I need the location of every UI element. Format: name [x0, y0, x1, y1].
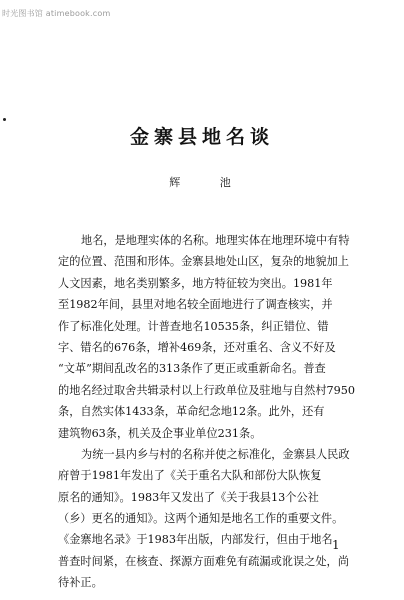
- body-line: 地名，是地理实体的名称。地理实体在地理环境中有特: [81, 234, 350, 247]
- body-line: 至1982年间，县里对地名较全面地进行了调查核实，并: [58, 298, 333, 312]
- scan-speck: [3, 118, 6, 121]
- body-line: 定的位置、范围和形体。金寨县地处山区，复杂的地貌加上: [58, 255, 349, 269]
- body-line: 建筑物63条，机关及企事业单位231条。: [58, 426, 262, 440]
- author-name: 辉 池: [169, 176, 249, 189]
- body-text: [58, 230, 364, 594]
- body-line: 条，自然实体1433条，革命纪念地12条。此外，还有: [58, 405, 325, 419]
- body-line: 原名的通知》。1983年又发出了《关于我县13个公社: [58, 490, 319, 504]
- body-line: （乡）更名的通知》。这两个通知是地名工作的重要文件。: [58, 512, 344, 526]
- body-line: “文革”期间乱改名的313条作了更正或重新命名。普查: [58, 362, 326, 376]
- body-line: 字、错名的676条，增补469条，还对重名、含义不好及: [58, 340, 336, 354]
- body-line: 府曾于1981年发出了《关于重名大队和部份大队恢复: [58, 469, 322, 483]
- body-line: 作了标准化处理。计普查地名10535条，纠正错位、错: [58, 319, 329, 333]
- body-line: 普查时间紧，在核查、探源方面难免有疏漏或讹误之处，尚: [58, 554, 349, 568]
- page-title: 金寨县地名谈: [129, 126, 274, 148]
- body-line: 为统一县内乡与村的名称并使之标准化，金寨县人民政: [81, 447, 350, 461]
- watermark: 时光图书馆 atimebook.com: [2, 9, 111, 18]
- body-line: 《金寨地名录》于1983年出版，内部发行，但由于地名: [58, 533, 333, 547]
- page-number: 1: [332, 538, 340, 552]
- body-line: 待补正。: [58, 576, 103, 590]
- body-line: 的地名经过取舍共辑录村以上行政单位及驻地与自然村7950: [58, 383, 355, 397]
- body-line: 人文因素，地名类别繁多，地方特征较为突出。1981年: [58, 276, 333, 290]
